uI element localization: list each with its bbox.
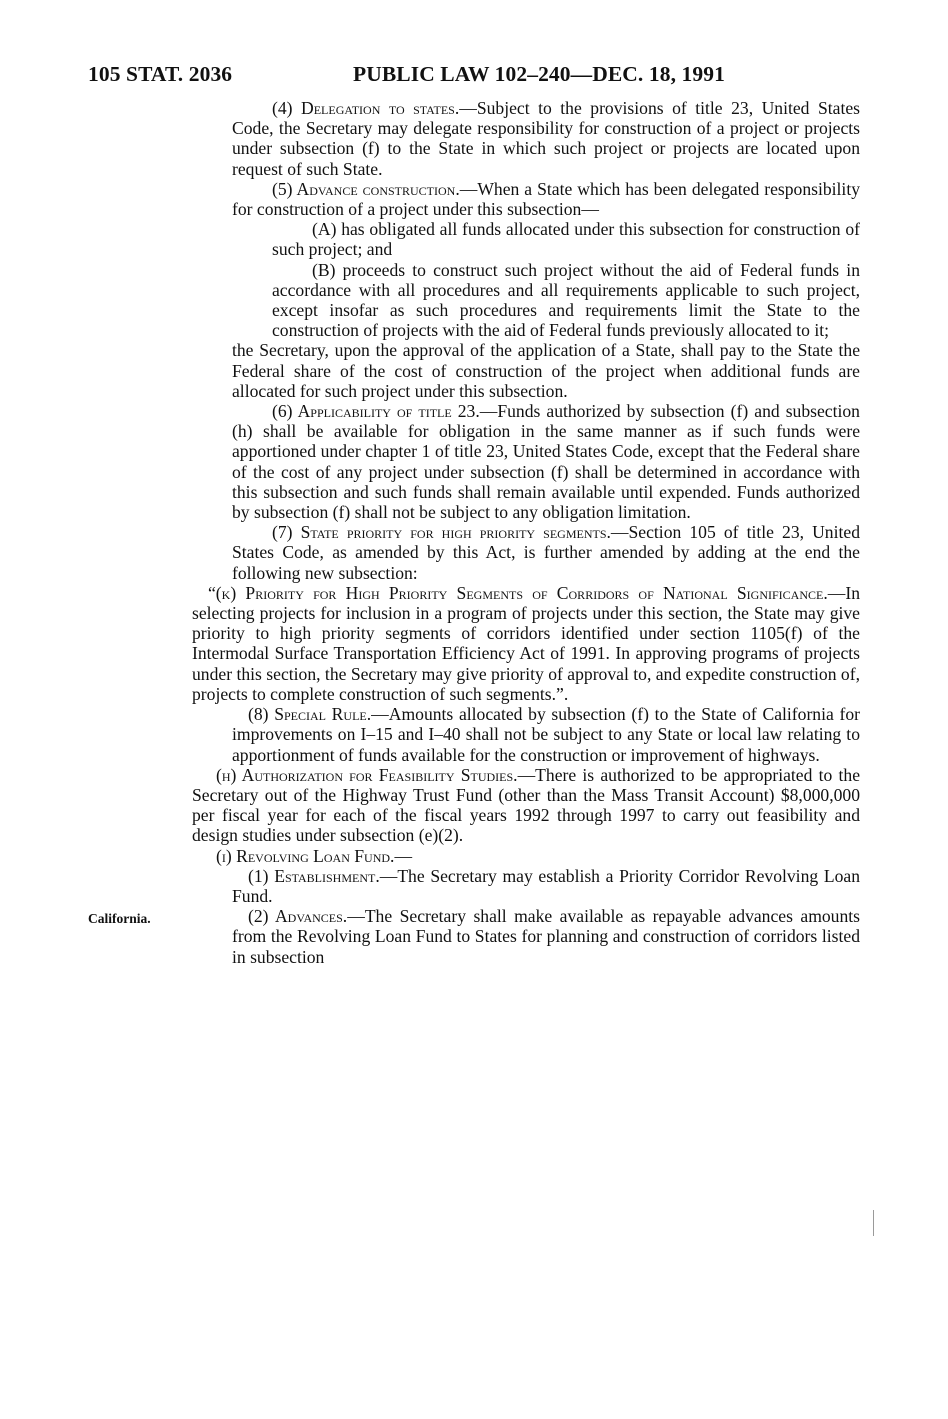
paragraph-4 — [232, 98, 860, 179]
paragraph-i-2-heading: (2) Advances. — [248, 906, 348, 927]
paragraph-5 — [232, 179, 860, 219]
quoted-subsection-k-heading: “(k) Priority for High Priority Segments of Corridors of National Significance. — [208, 582, 828, 603]
paragraph-i-2-text: —The Secretary shall make available as repayable advances amounts from the Revolving Loan Fund to States for planning and construction of corridors listed in subsection — [232, 906, 860, 967]
statute-body — [192, 98, 861, 967]
paragraph-4-text: —Subject to the provisions of title 23, United States Code, the Secretary may delegate responsibility for construction of a project or projects under subsection (f) to the State in which such project or projects are located upon request of such State. — [232, 98, 860, 179]
paragraph-5-B — [232, 260, 860, 341]
paragraph-5-tail-text: the Secretary, upon the approval of the application of a State, shall pay to the State the Federal share of the cost of construction of the project when additional funds are allocated for such project under this subsection. — [232, 340, 860, 401]
subsection-i-heading: (i) Revolving Loan Fund. — [216, 845, 395, 866]
subsection-i — [192, 846, 860, 866]
paragraph-i-1-text: —The Secretary may establish a Priority Corridor Revolving Loan Fund. — [232, 865, 860, 906]
paragraph-8 — [232, 704, 860, 765]
paragraph-i-2 — [232, 906, 860, 967]
subsection-h-text: —There is authorized to be appropriated to the Secretary out of the Highway Trust Fund (other than the Mass Transit Account) $8,000,000 per fiscal year for each of the fiscal years 1992 through 1997 to carry out feasibility and design studies under subsection (e)(2). — [192, 764, 861, 846]
margin-note: California. — [88, 911, 151, 926]
quoted-subsection-k — [192, 583, 860, 704]
margin-mark — [873, 1210, 874, 1236]
subsection-h — [192, 765, 860, 846]
paragraph-7-heading: (7) State priority for high priority segments. — [272, 522, 611, 543]
paragraph-7 — [232, 522, 860, 583]
paragraph-5-heading: (5) Advance construction. — [272, 178, 460, 199]
quoted-subsection-k-text: —In selecting projects for inclusion in a program of projects under this section, the State may give priority to high priority segments of corridors identified under section 1105(f) of the Intermodal Surface Transportation Efficiency Act of 1991. In approving programs of projects under this section, the Secretary may give priority of approval to, and expedite construction of, projects to complete construction of such segments.”. — [192, 582, 860, 704]
paragraph-8-heading: (8) Special Rule. — [248, 704, 372, 725]
page-number: 105 STAT. 2036 — [88, 62, 233, 86]
law-title: PUBLIC LAW 102–240—DEC. 18, 1991 — [353, 62, 725, 86]
paragraph-6 — [232, 401, 860, 522]
paragraph-5-tail — [232, 340, 860, 401]
paragraph-6-text: —Funds authorized by subsection (f) and subsection (h) shall be available for obligation in the same manner as if such funds were apportioned under chapter 1 of title 23, United States Code, except that the Federal share of the cost of any project under subsection (f) shall be determined in accordance with this subsection and such funds shall remain available until expended. Funds authorized by subsection (f) shall not be subject to any obligation limitation. — [232, 401, 860, 523]
paragraph-5-A — [232, 219, 860, 259]
subsection-h-heading: (h) Authorization for Feasibility Studies. — [216, 764, 518, 785]
paragraph-i-1 — [232, 866, 860, 906]
paragraph-5-B-text: (B) proceeds to construct such project without the aid of Federal funds in accordance with all procedures and all requirements applicable to such project, except insofar as such procedures and requirements limit the State to the construction of projects with the aid of Federal funds previously allocated to it; — [272, 259, 860, 341]
paragraph-5-A-text: (A) has obligated all funds allocated under this subsection for construction of such project; and — [272, 219, 860, 260]
paragraph-4-heading: (4) Delegation to states. — [272, 98, 460, 118]
paragraph-8-text: —Amounts allocated by subsection (f) to the State of California for improvements on I–15 and I–40 shall not be subject to any State or local law relating to apportionment of funds available for the construction or improvement of highways. — [232, 704, 861, 765]
paragraph-i-1-heading: (1) Establishment. — [248, 865, 380, 886]
paragraph-7-text: —Section 105 of title 23, United States Code, as amended by this Act, is further amended by adding at the end the following new subsection: — [232, 522, 860, 583]
subsection-i-text: — — [394, 845, 413, 866]
paragraph-6-heading: (6) Applicability of title 23. — [272, 401, 480, 422]
paragraph-5-text: —When a State which has been delegated responsibility for construction of a project under this subsection— — [232, 178, 860, 220]
